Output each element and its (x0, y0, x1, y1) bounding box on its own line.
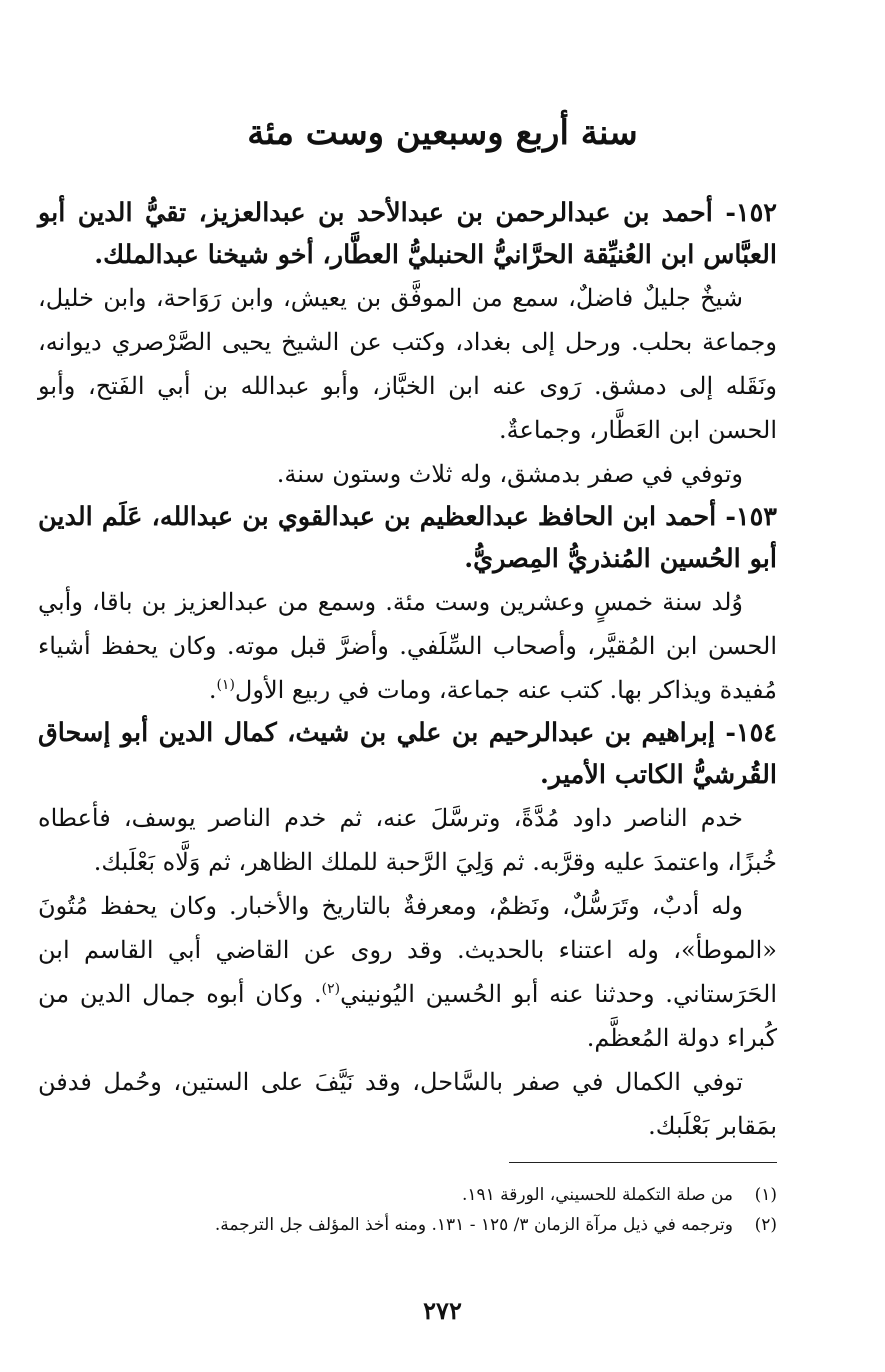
year-heading: سنة أربع وسبعين وست مئة (247, 113, 638, 153)
entry-152-death-note: وتوفي في صفر بدمشق، وله ثلاث وستون سنة. (276, 460, 743, 488)
entry-153-heading: ١٥٣- أحمد ابن الحافظ عبدالعظيم بن عبدالقوي بن عبدالله، عَلَم الدين أبو الحُسين المُنذريُّ المِصريُّ. (38, 502, 777, 574)
entry-153-text: وُلد سنة خمسٍ وعشرين وست مئة. وسمع من عبدالعزيز بن باقا، وأبي الحسن ابن المُقيَّر، وأصحاب السِّلَفي. وأضرَّ قبل موته. وكان يحفظ أشياء مُفيدة ويذاكر بها. كتب عنه جماعة، ومات في ربيع الأول (38, 588, 777, 704)
entry-154-paragraph-2 (38, 884, 777, 1060)
footnote-ref-2[interactable]: (٢) (321, 981, 341, 997)
footnote-2-number: (٢) (754, 1215, 777, 1235)
footnote-1-number: (١) (754, 1185, 777, 1205)
footnote-divider (509, 1162, 777, 1163)
footnote-1-text: من صلة التكملة للحسيني، الورقة ١٩١. (461, 1185, 733, 1205)
page-number: ٢٧٢ (423, 1296, 462, 1325)
footnotes (60, 1180, 777, 1240)
entry-153-paragraph (38, 580, 777, 712)
entry-154-heading: ١٥٤- إبراهيم بن عبدالرحيم بن علي بن شيث، كمال الدين أبو إسحاق القُرشيُّ الكاتب الأمير. (38, 718, 777, 790)
footnote-ref-1[interactable]: (١) (216, 677, 235, 693)
footnote-2 (60, 1210, 777, 1240)
footnote-1 (60, 1180, 777, 1210)
footnote-2-text: وترجمه في ذيل مرآة الزمان ٣/ ١٢٥ - ١٣١. ومنه أخذ المؤلف جل الترجمة. (214, 1215, 733, 1235)
entry-152-paragraph: شيخٌ جليلٌ فاضلٌ، سمع من الموفَّق بن يعيش، وابن رَوَاحة، وابن خليل، وجماعة بحلب. ورحل إلى بغداد، وكتب عن الشيخ يحيى الصَّرْصري ديوانه، ونَقَله إلى دمشق. رَوى عنه ابن الخبَّاز، وأبو عبدالله بن أبي الفَتح، وأبو الحسن ابن العَطَّار، وجماعةٌ. (38, 284, 777, 444)
entry-154-text-end: . وكان أبوه جمال الدين من كُبراء دولة المُعظَّم. (38, 980, 777, 1052)
entry-154-text: وله أدبٌ، وتَرَسُّلٌ، ونَظمٌ، ومعرفةٌ بالتاريخ والأخبار. وكان يحفظ مُتُونَ «الموطأ»، وله اعتناء بالحديث. وقد روى عن القاضي أبي القاسم ابن الحَرَستاني. وحدثنا عنه أبو الحُسين اليُونيني (38, 892, 777, 1008)
main-text (38, 192, 777, 1148)
entry-153-end: . (208, 676, 217, 704)
entry-154-paragraph-3: توفي الكمال في صفر بالسَّاحل، وقد نَيَّفَ على الستين، وحُمل فدفن بمَقابر بَعْلَبك. (38, 1068, 777, 1140)
entry-152-heading: ١٥٢- أحمد بن عبدالرحمن بن عبدالأحد بن عبدالعزيز، تقيُّ الدين أبو العبَّاس ابن العُنيِّقة الحرَّانيُّ الحنبليُّ العطَّار، أخو شيخنا عبدالملك. (38, 198, 777, 270)
entry-154-paragraph-1: خدم الناصر داود مُدَّةً، وترسَّلَ عنه، ثم خدم الناصر يوسف، فأعطاه خُبزًا، واعتمدَ عليه وقرَّبه. ثم وَلِيَ الرَّحبة للملك الظاهر، ثم وَلَّاه بَعْلَبك. (38, 804, 777, 876)
